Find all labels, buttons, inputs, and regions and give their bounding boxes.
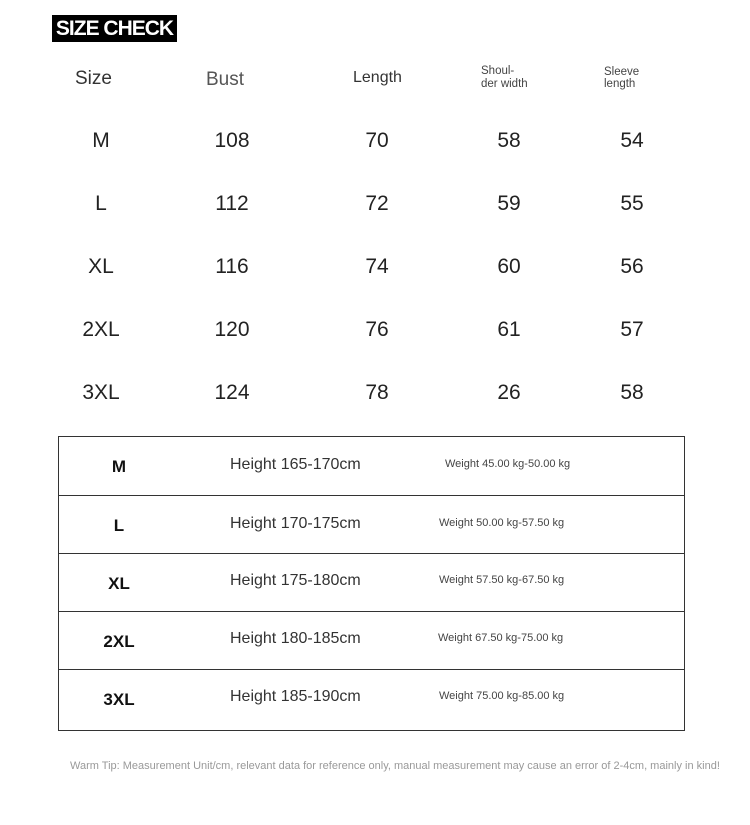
cell-shoulder: 26 xyxy=(497,381,521,404)
header-bust: Bust xyxy=(206,69,245,90)
rec-size: L xyxy=(113,516,125,535)
recommendation-row xyxy=(59,496,684,554)
cell-size: 2XL xyxy=(82,318,120,341)
header-sleeve-line1: Sleeve xyxy=(604,66,640,78)
cell-shoulder: 61 xyxy=(497,318,521,341)
rec-weight: Weight 67.50 kg-75.00 kg xyxy=(438,632,564,644)
table-row xyxy=(0,129,750,159)
header-shoulder-width xyxy=(481,65,528,91)
header-sleeve-line2: length xyxy=(604,78,636,90)
cell-sleeve: 54 xyxy=(620,129,644,152)
cell-shoulder: 59 xyxy=(497,192,521,215)
recommendation-row xyxy=(59,437,684,496)
header-length: Length xyxy=(353,69,402,86)
cell-bust: 120 xyxy=(214,318,250,341)
rec-size: M xyxy=(111,457,127,476)
rec-height: Height 165-170cm xyxy=(230,456,361,473)
cell-bust: 124 xyxy=(214,381,250,404)
rec-size: XL xyxy=(108,574,130,593)
cell-bust: 108 xyxy=(214,129,250,152)
recommendation-row xyxy=(59,554,684,612)
header-sleeve-length xyxy=(604,66,639,90)
table-row xyxy=(0,192,750,222)
rec-weight: Weight 57.50 kg-67.50 kg xyxy=(439,574,565,586)
cell-size: L xyxy=(95,192,107,215)
cell-bust: 112 xyxy=(215,192,249,215)
rec-size: 2XL xyxy=(103,632,135,651)
size-check-title: SIZE CHECK xyxy=(52,15,177,42)
rec-weight: Weight 50.00 kg-57.50 kg xyxy=(439,517,565,529)
cell-bust: 116 xyxy=(215,255,249,278)
cell-size: 3XL xyxy=(82,381,120,404)
size-recommendation-table xyxy=(58,436,685,731)
cell-length: 78 xyxy=(365,381,389,404)
recommendation-row xyxy=(59,671,684,731)
cell-length: 74 xyxy=(365,255,389,278)
warm-tip: Warm Tip: Measurement Unit/cm, relevant data for reference only, manual measurement may cause an error of 2-4cm, mainly in kind! xyxy=(70,760,720,772)
cell-sleeve: 57 xyxy=(620,318,644,341)
table-row xyxy=(0,255,750,285)
rec-weight: Weight 45.00 kg-50.00 kg xyxy=(445,458,571,470)
cell-shoulder: 58 xyxy=(497,129,521,152)
cell-length: 70 xyxy=(365,129,389,152)
header-shoulder-line1: Shoul- xyxy=(481,65,515,77)
recommendation-row xyxy=(59,612,684,670)
cell-size: M xyxy=(92,129,110,152)
rec-height: Height 180-185cm xyxy=(230,630,361,647)
rec-height: Height 175-180cm xyxy=(230,572,361,589)
cell-shoulder: 60 xyxy=(497,255,521,278)
header-size: Size xyxy=(75,68,112,89)
header-shoulder-line2: der width xyxy=(481,78,528,90)
cell-length: 76 xyxy=(365,318,389,341)
table-row xyxy=(0,318,750,348)
cell-length: 72 xyxy=(365,192,389,215)
rec-height: Height 170-175cm xyxy=(230,515,361,532)
rec-size: 3XL xyxy=(103,690,135,709)
cell-sleeve: 58 xyxy=(620,381,644,404)
cell-sleeve: 56 xyxy=(620,255,644,278)
rec-height: Height 185-190cm xyxy=(230,688,361,705)
table-row xyxy=(0,381,750,411)
cell-size: XL xyxy=(88,255,114,278)
rec-weight: Weight 75.00 kg-85.00 kg xyxy=(439,690,565,702)
cell-sleeve: 55 xyxy=(620,192,644,215)
